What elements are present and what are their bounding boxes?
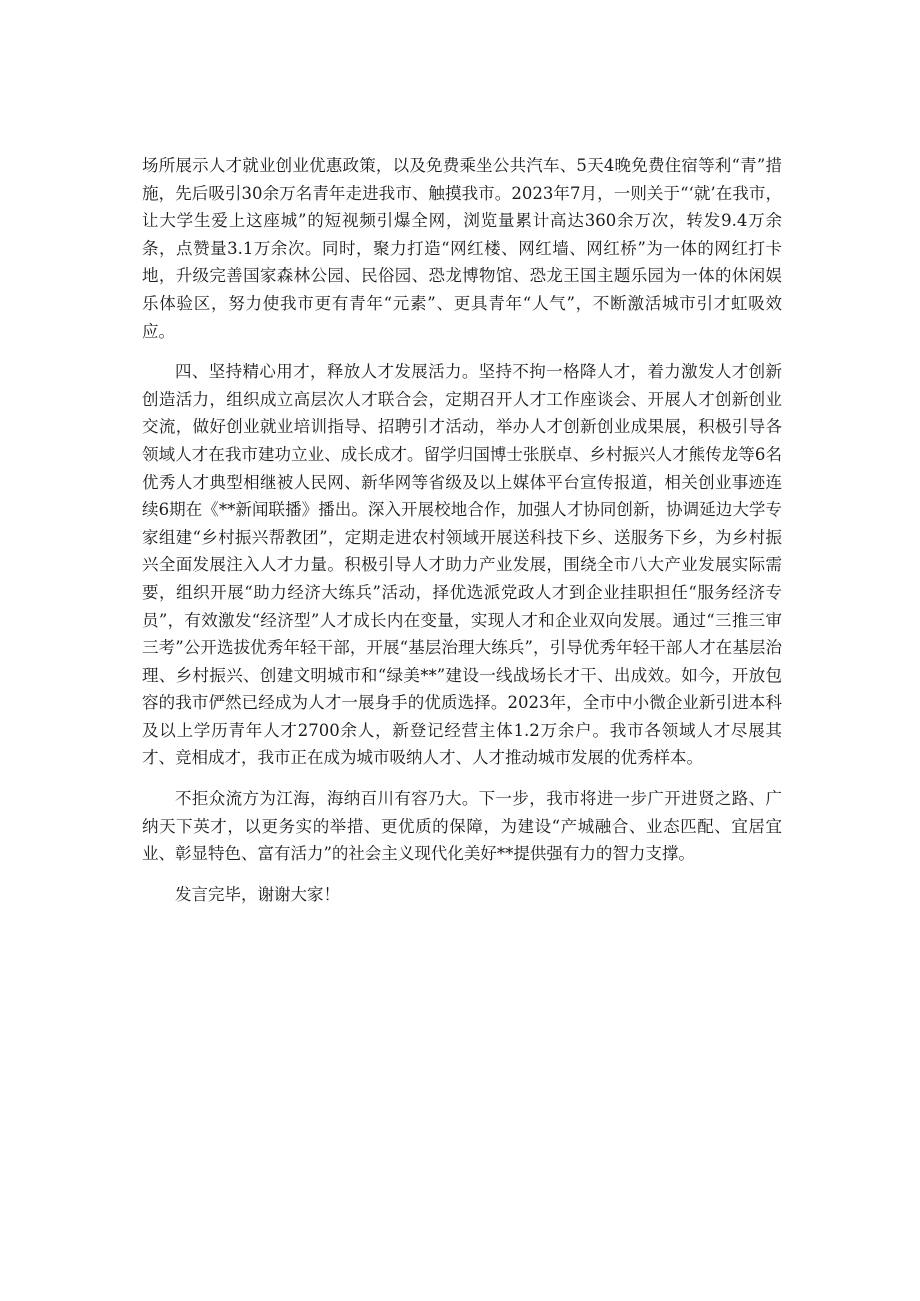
paragraph-closing: 发言完毕，谢谢大家！: [175, 884, 340, 904]
paragraph-next-steps: 不拒众流方为江海，海纳百川有容乃大。下一步，我市将进一步广开进贤之路、广纳天下英才，以更务实的举措、更优质的保障，为建设“产城融合、业态匹配、宜居宜业、彰显特色、富有活力”的社会主义现代化美好**提供强有力的智力支撑。: [142, 789, 782, 864]
paragraph-continued: 场所展示人才就业创业优惠政策，以及免费乘坐公共汽车、5天4晚免费住宿等利“青”措施，先后吸引30余万名青年走进我市、触摸我市。2023年7月，一则关于“‘就’在我市，让大学生爱上这座城”的短视频引爆全网，浏览量累计高达360余万次，转发9.4万余条，点赞量3.1万余次。同时，聚力打造“网红楼、网红墙、网红桥”为一体的网红打卡地，升级完善国家森林公园、民俗园、恐龙博物馆、恐龙王国主题乐园为一体的休闲娱乐体验区，努力使我市更有青年“元素”、更具青年“人气”，不断激活城市引才虹吸效应。: [142, 156, 782, 341]
document-body: [142, 152, 782, 921]
paragraph-section-four: 四、坚持精心用才，释放人才发展活力。坚持不拘一格降人才，着力激发人才创新创造活力，组织成立高层次人才联合会，定期召开人才工作座谈会、开展人才创新创业交流，做好创业就业培训指导、招聘引才活动，举办人才创新创业成果展，积极引导各领域人才在我市建功立业、成长成才。留学归国博士张朕卓、乡村振兴人才熊传龙等6名优秀人才典型相继被人民网、新华网等省级及以上媒体平台宣传报道，相关创业事迹连续6期在《**新闻联播》播出。深入开展校地合作，加强人才协同创新，协调延边大学专家组建“乡村振兴帮教团”，定期走进农村领域开展送科技下乡、送服务下乡，为乡村振兴全面发展注入人才力量。积极引导人才助力产业发展，围绕全市八大产业发展实际需要，组织开展“助力经济大练兵”活动，择优选派党政人才到企业挂职担任“服务经济专员”，有效激发“经济型”人才成长内在变量，实现人才和企业双向发展。通过“三推三审三考”公开选拔优秀年轻干部，开展“基层治理大练兵”，引导优秀年轻干部人才在基层治理、乡村振兴、创建文明城市和“绿美**”建设一线战场长才干、出成效。如今，开放包容的我市俨然已经成为人才一展身手的优质选择。2023年，全市中小微企业新引进本科及以上学历青年人才2700余人，新登记经营主体1.2万余户。我市各领域人才尽展其才、竞相成才，我市正在成为城市吸纳人才、人才推动城市发展的优秀样本。: [142, 362, 782, 768]
